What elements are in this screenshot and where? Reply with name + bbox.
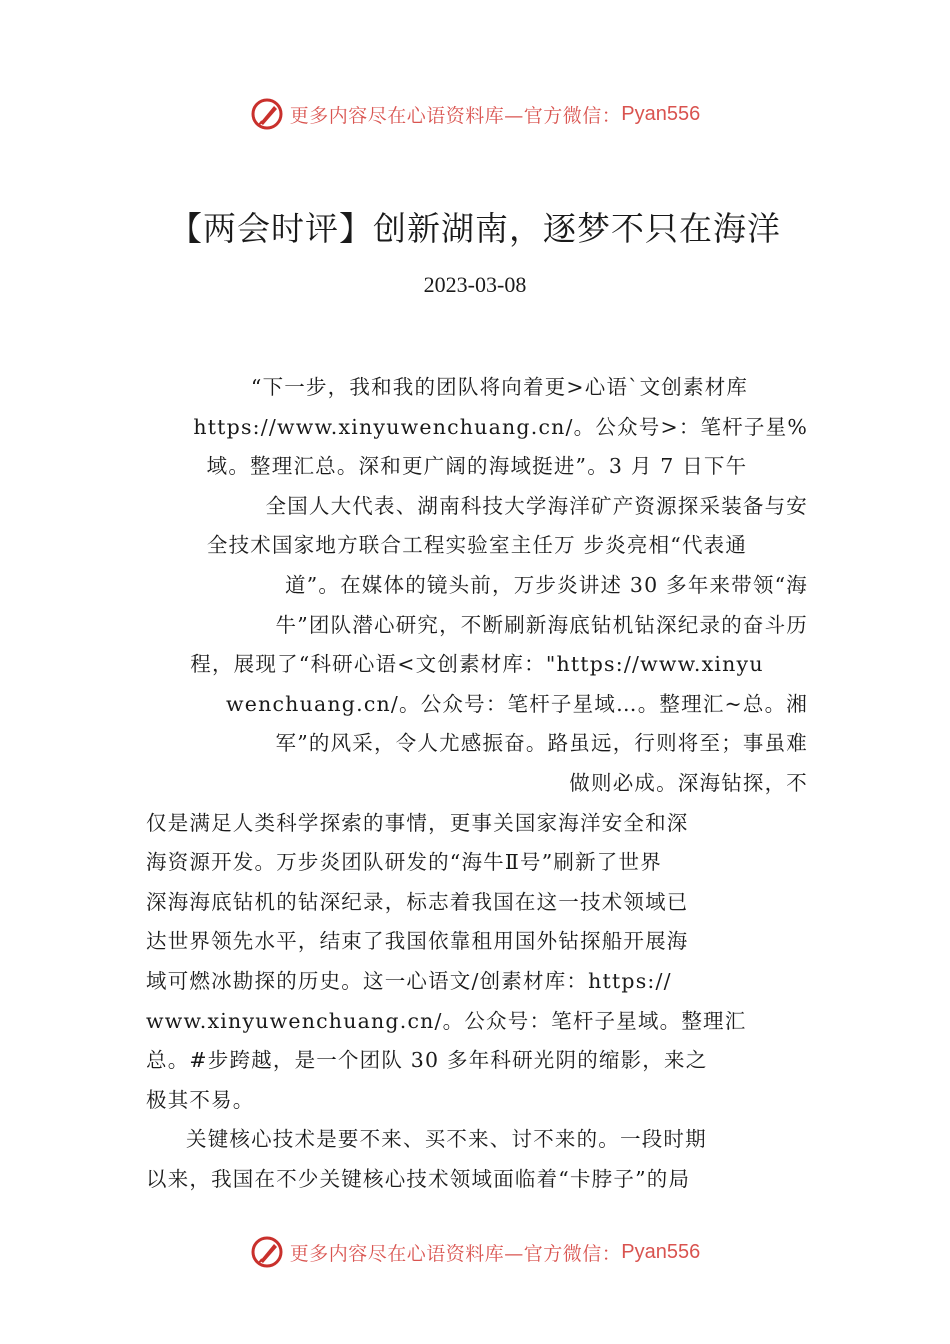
- body-line: 以来，我国在不少关键核心技术领域面临着“卡脖子”的局: [146, 1166, 691, 1191]
- header-watermark-banner: [0, 94, 950, 134]
- header-banner-wechat-id: Pyan556: [621, 102, 701, 125]
- quill-logo-icon: [250, 97, 284, 131]
- body-line: “下一步，我和我的团队将向着更>心语`文创素材库: [250, 375, 749, 399]
- body-line: 全技术国家地方联合工程实验室主任万 步炎亮相“代表通: [206, 533, 748, 558]
- body-line: 海资源开发。万步炎团队研发的“海牛Ⅱ号”刷新了世界: [146, 850, 662, 875]
- footer-banner-text: 更多内容尽在心语资料库—官方微信：: [289, 1242, 622, 1265]
- body-line: 牛”团队潜心研究，不断刷新海底钻机钻深纪录的奋斗历: [275, 612, 808, 637]
- body-line: 道”。在媒体的镜头前，万步炎讲述 30 多年来带领“海: [285, 572, 808, 597]
- article-title: 【两会时评】创新湖南，逐梦不只在海洋: [169, 209, 781, 248]
- body-line: 深海海底钻机的钻深纪录，标志着我国在这一技术领域已: [146, 889, 689, 914]
- body-line: 关键核心技术是要不来、买不来、讨不来的。一段时期: [186, 1127, 707, 1152]
- body-line: 仅是满足人类科学探索的事情，更事关国家海洋安全和深: [146, 810, 689, 835]
- body-line: 总。#步跨越，是一个团队 30 多年科研光阴的缩影，来之: [146, 1048, 708, 1073]
- body-line: 域。整理汇总。深和更广阔的海域挺进”。3 月 7 日下午: [206, 454, 748, 479]
- body-line: https://www.xinyuwenchuang.cn/。公众号>：笔杆子星%: [193, 414, 808, 439]
- article-date: 2023-03-08: [423, 272, 527, 297]
- body-line: 极其不易。: [146, 1087, 255, 1112]
- body-line: 军”的风采，令人尤感振奋。路虽远，行则将至；事虽难: [275, 731, 808, 756]
- quill-logo-icon: [250, 1235, 284, 1269]
- footer-banner-wechat-id: Pyan556: [621, 1240, 701, 1263]
- body-line: 做则必成。深海钻探，不: [569, 770, 808, 795]
- footer-watermark-banner: [0, 1232, 950, 1272]
- body-line: 域可燃冰勘探的历史。这一心语文/创素材库：https://: [146, 968, 672, 993]
- article-body: [146, 368, 808, 1199]
- header-banner-text: 更多内容尽在心语资料库—官方微信：: [289, 104, 622, 127]
- body-line: 达世界领先水平，结束了我国依靠租用国外钻探船开展海: [146, 929, 689, 954]
- body-line: wenchuang.cn/。公众号：笔杆子星域…。整理汇~总。湘: [226, 691, 808, 716]
- body-line: 全国人大代表、湖南科技大学海洋矿产资源探采装备与安: [265, 493, 808, 518]
- body-line: 程，展现了“科研心语<文创素材库："https://www.xinyu: [190, 652, 764, 677]
- body-line: www.xinyuwenchuang.cn/。公众号：笔杆子星域。整理汇: [146, 1008, 747, 1033]
